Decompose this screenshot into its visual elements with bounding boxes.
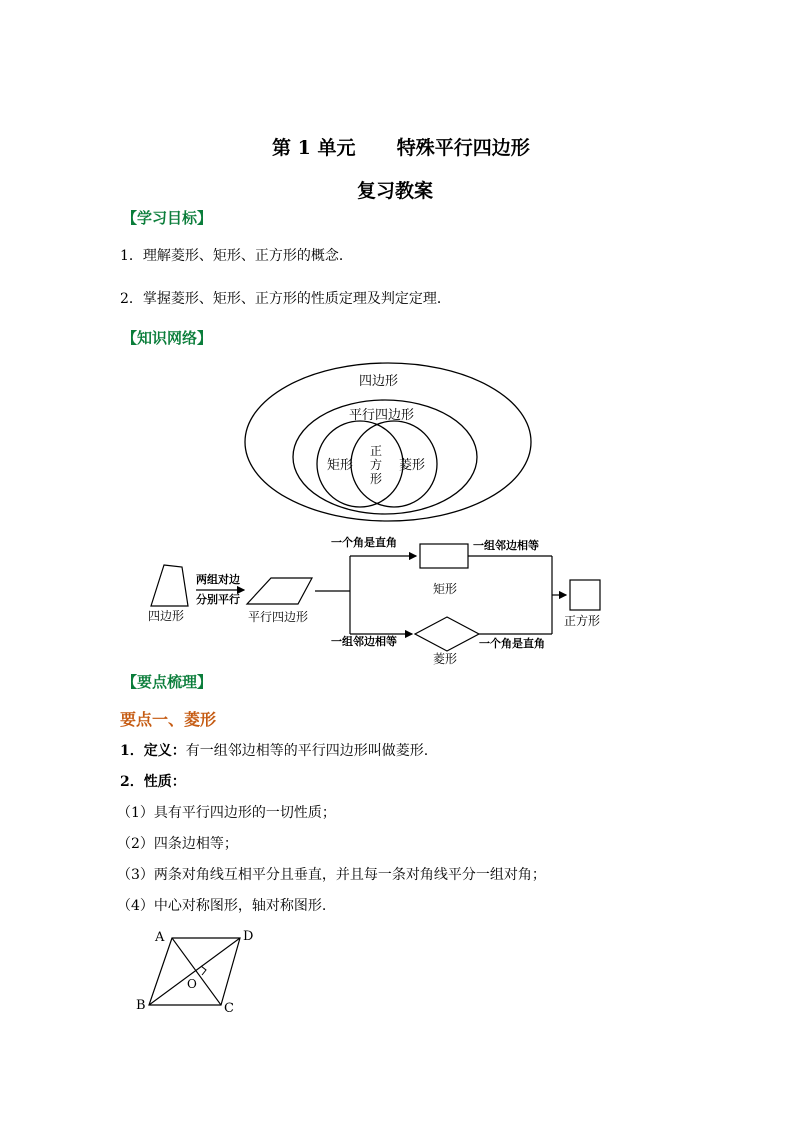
goals-heading: 【学习目标】 bbox=[122, 209, 213, 227]
flow-quad-label: 四边形 bbox=[148, 609, 185, 623]
subtitle: 复习教案 bbox=[357, 180, 434, 202]
venn-label-quadrilateral: 四边形 bbox=[359, 374, 399, 389]
venn-label-square-3: 形 bbox=[370, 472, 383, 486]
flow-upper-cond: 一个角是直角 bbox=[331, 536, 397, 549]
definition-label: 1．定义： bbox=[120, 743, 186, 759]
venn-label-rectangle: 矩形 bbox=[327, 458, 354, 473]
unit-topic: 特殊平行四边形 bbox=[396, 137, 530, 159]
definition-line bbox=[120, 740, 428, 760]
venn-label-parallelogram: 平行四边形 bbox=[349, 408, 415, 423]
rectangle-shape bbox=[420, 544, 468, 568]
rhombus-shape bbox=[415, 617, 479, 651]
vertex-d: D bbox=[243, 929, 254, 944]
rhombus-figure bbox=[130, 925, 270, 1020]
square-shape bbox=[570, 580, 600, 610]
unit-title bbox=[272, 133, 530, 160]
property-3: （3）两条对角线互相平分且垂直，并且每一条对角线平分一组对角； bbox=[117, 867, 546, 883]
quadrilateral-shape bbox=[151, 565, 188, 606]
property-1: （1）具有平行四边形的一切性质； bbox=[117, 805, 336, 821]
flow-cond1-top: 两组对边 bbox=[196, 573, 240, 586]
venn-label-square-2: 方 bbox=[370, 458, 383, 472]
right-angle-mark bbox=[201, 966, 206, 975]
flow-lower-cond: 一组邻边相等 bbox=[331, 635, 397, 648]
venn-label-square-1: 正 bbox=[370, 444, 383, 458]
flow-upper-right-cond: 一组邻边相等 bbox=[473, 539, 539, 552]
parallelogram-shape bbox=[247, 578, 312, 604]
definition-text: 有一组邻边相等的平行四边形叫做菱形. bbox=[185, 743, 429, 759]
property-4: （4）中心对称图形，轴对称图形. bbox=[117, 898, 327, 914]
network-heading: 【知识网络】 bbox=[122, 329, 213, 347]
unit-number: 第 1 单元 bbox=[272, 137, 356, 159]
point1-title: 要点一、菱形 bbox=[120, 710, 217, 729]
center-o: O bbox=[187, 977, 197, 991]
points-heading: 【要点梳理】 bbox=[122, 673, 213, 691]
venn-label-rhombus: 菱形 bbox=[399, 458, 426, 473]
flow-rect-label: 矩形 bbox=[433, 582, 458, 596]
diagonal-ac bbox=[172, 938, 221, 1005]
diagonal-bd bbox=[149, 938, 240, 1005]
vertex-c: C bbox=[224, 1001, 234, 1016]
flow-parallelogram-label: 平行四边形 bbox=[248, 610, 309, 624]
property-2: （2）四条边相等； bbox=[117, 836, 238, 852]
flow-lower-right-cond: 一个角是直角 bbox=[479, 637, 545, 650]
property-label: 2．性质： bbox=[120, 774, 186, 790]
flow-diagram bbox=[140, 533, 620, 668]
venn-diagram bbox=[240, 358, 540, 528]
flow-rhombus-label: 菱形 bbox=[433, 652, 458, 666]
goal-2: 2．掌握菱形、矩形、正方形的性质定理及判定定理． bbox=[120, 291, 451, 307]
flow-cond1-bottom: 分别平行 bbox=[196, 593, 240, 606]
vertex-b: B bbox=[136, 998, 146, 1013]
goal-1: 1．理解菱形、矩形、正方形的概念． bbox=[120, 248, 353, 264]
vertex-a: A bbox=[155, 930, 165, 945]
flow-square-label: 正方形 bbox=[564, 614, 601, 628]
